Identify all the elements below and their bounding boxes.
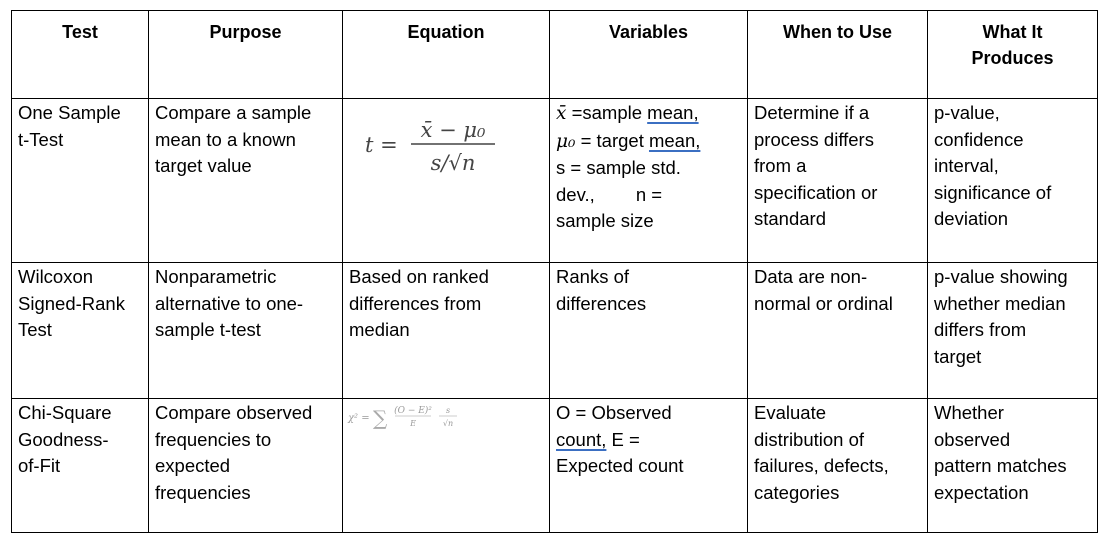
table-row bbox=[12, 99, 1098, 263]
cell-equation bbox=[343, 99, 550, 263]
cell-test: One Sample t-Test bbox=[12, 99, 149, 263]
cell-equation bbox=[343, 399, 550, 533]
table-row bbox=[12, 263, 1098, 399]
cell-produces: p-value showing whether median differs from target bbox=[928, 263, 1098, 399]
cell-produces: p-value, confidence interval, significance of deviation bbox=[928, 99, 1098, 263]
statistics-table bbox=[11, 10, 1098, 533]
cell-test: Wilcoxon Signed-Rank Test bbox=[12, 263, 149, 399]
header-purpose: Purpose bbox=[149, 11, 343, 99]
header-row bbox=[12, 11, 1098, 99]
cell-when: Evaluate distribution of failures, defects, categories bbox=[748, 399, 928, 533]
cell-purpose: Nonparametric alternative to one- sample t-test bbox=[149, 263, 343, 399]
cell-when: Determine if a process differs from a specification or standard bbox=[748, 99, 928, 263]
header-equation: Equation bbox=[343, 11, 550, 99]
cell-variables: x̄ =sample mean, μ₀ = target mean, s = sample std. dev., n = sample size bbox=[550, 99, 748, 263]
table-row bbox=[12, 399, 1098, 533]
cell-produces: Whether observed pattern matches expectation bbox=[928, 399, 1098, 533]
header-produces: What It Produces bbox=[928, 11, 1098, 99]
header-variables: Variables bbox=[550, 11, 748, 99]
cell-purpose: Compare observed frequencies to expected frequencies bbox=[149, 399, 343, 533]
header-test: Test bbox=[12, 11, 149, 99]
equation-numerator: (O − E)² bbox=[394, 406, 432, 416]
equation-lhs: t = bbox=[365, 133, 398, 157]
equation-denominator: s/√n bbox=[430, 151, 476, 175]
header-when: When to Use bbox=[748, 11, 928, 99]
equation-denominator: E bbox=[410, 419, 416, 428]
cell-variables: Ranks of differences bbox=[550, 263, 748, 399]
cell-purpose: Compare a sample mean to a known target value bbox=[149, 99, 343, 263]
cell-equation: Based on ranked differences from median bbox=[343, 263, 550, 399]
chi-square-equation bbox=[343, 399, 543, 439]
equation-lhs: χ² = bbox=[348, 413, 370, 424]
equation-extra-denominator: √n bbox=[442, 419, 454, 428]
cell-variables: O = Observed count, E = Expected count bbox=[550, 399, 748, 533]
equation-numerator: x̄ − μ₀ bbox=[420, 118, 486, 142]
t-test-equation bbox=[343, 99, 543, 189]
cell-test: Chi-Square Goodness- of-Fit bbox=[12, 399, 149, 533]
sum-symbol: ∑ bbox=[373, 406, 388, 430]
cell-when: Data are non- normal or ordinal bbox=[748, 263, 928, 399]
equation-extra-numerator: s bbox=[445, 406, 451, 415]
